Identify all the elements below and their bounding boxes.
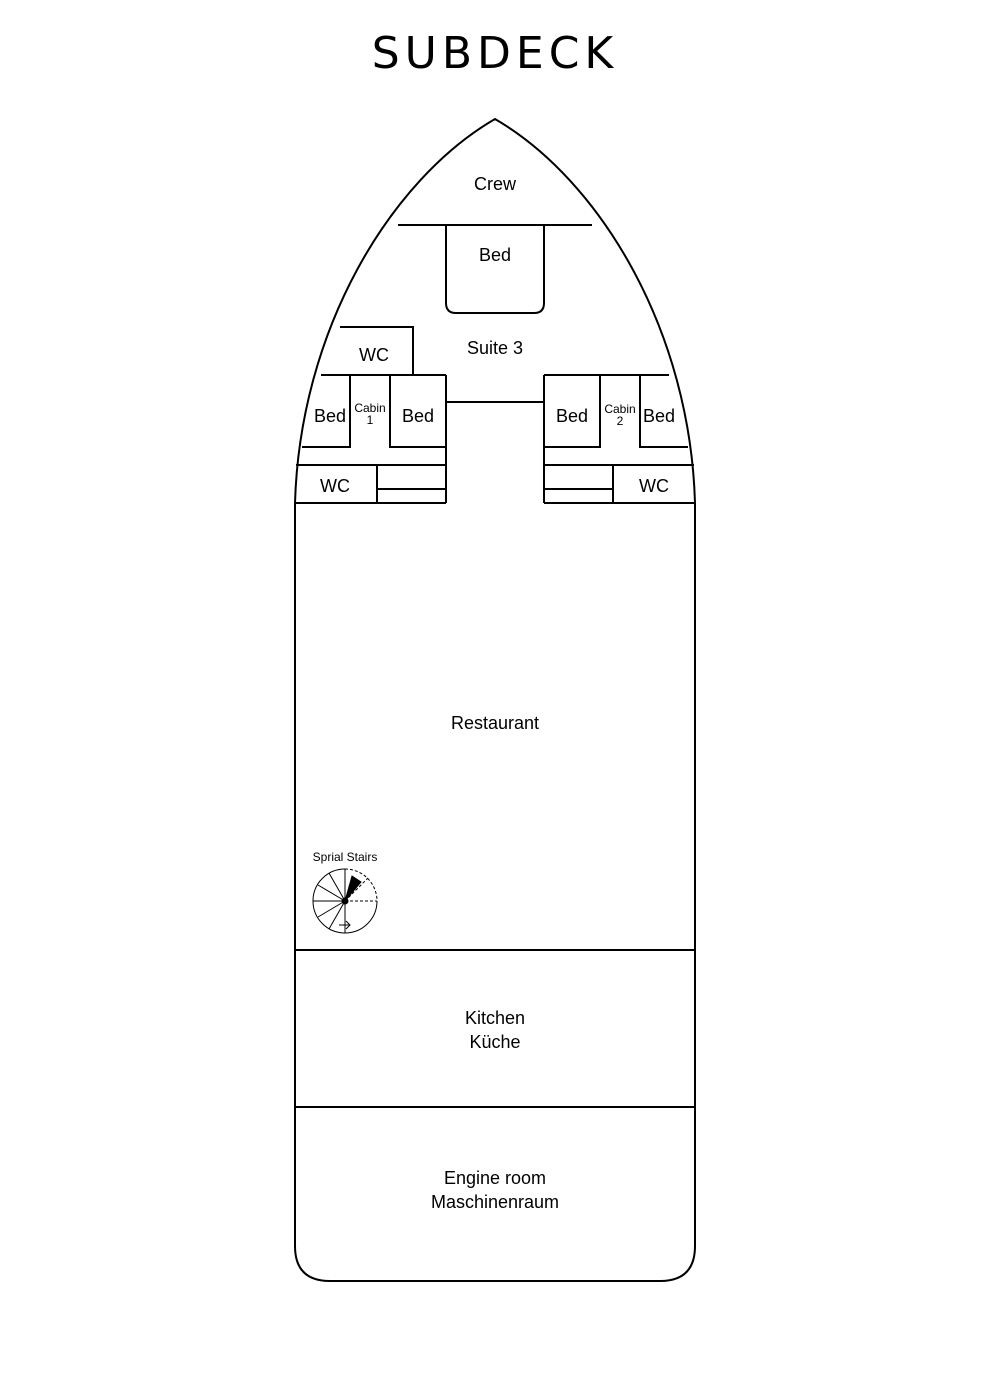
spiral-stairs-label: Sprial Stairs — [312, 850, 378, 864]
suite3-bed-outline — [446, 225, 544, 313]
spiral-stairs-icon — [313, 869, 377, 933]
cabin1-name-line2: 1 — [366, 413, 374, 427]
cabin1-wc-label: WC — [320, 476, 350, 496]
engine-room-label-line1: Engine room — [443, 1168, 547, 1188]
suite3-bed-label: Bed — [478, 245, 512, 265]
cabin2-wc-label: WC — [639, 476, 669, 496]
cabin2-name-line2: 2 — [616, 414, 624, 428]
page-title: SUBDECK — [371, 28, 619, 79]
suite3-label: Suite 3 — [466, 338, 524, 358]
engine-room-label-line2: Maschinenraum — [430, 1192, 560, 1212]
suite3-wc-label: WC — [359, 345, 389, 365]
cabin2-bed-left-label: Bed — [555, 406, 589, 426]
kitchen-label-line1: Kitchen — [464, 1008, 526, 1028]
crew-label: Crew — [473, 174, 517, 194]
kitchen-label-line2: Küche — [469, 1032, 521, 1052]
cabin2-bed-right-label: Bed — [642, 406, 676, 426]
cabin1-bed-right-label: Bed — [401, 406, 435, 426]
cabin1-bed-left-label: Bed — [313, 406, 347, 426]
restaurant-label: Restaurant — [450, 713, 540, 733]
cabin1-name-line1: Cabin — [354, 401, 386, 415]
cabin2-name-line1: Cabin — [604, 402, 636, 416]
